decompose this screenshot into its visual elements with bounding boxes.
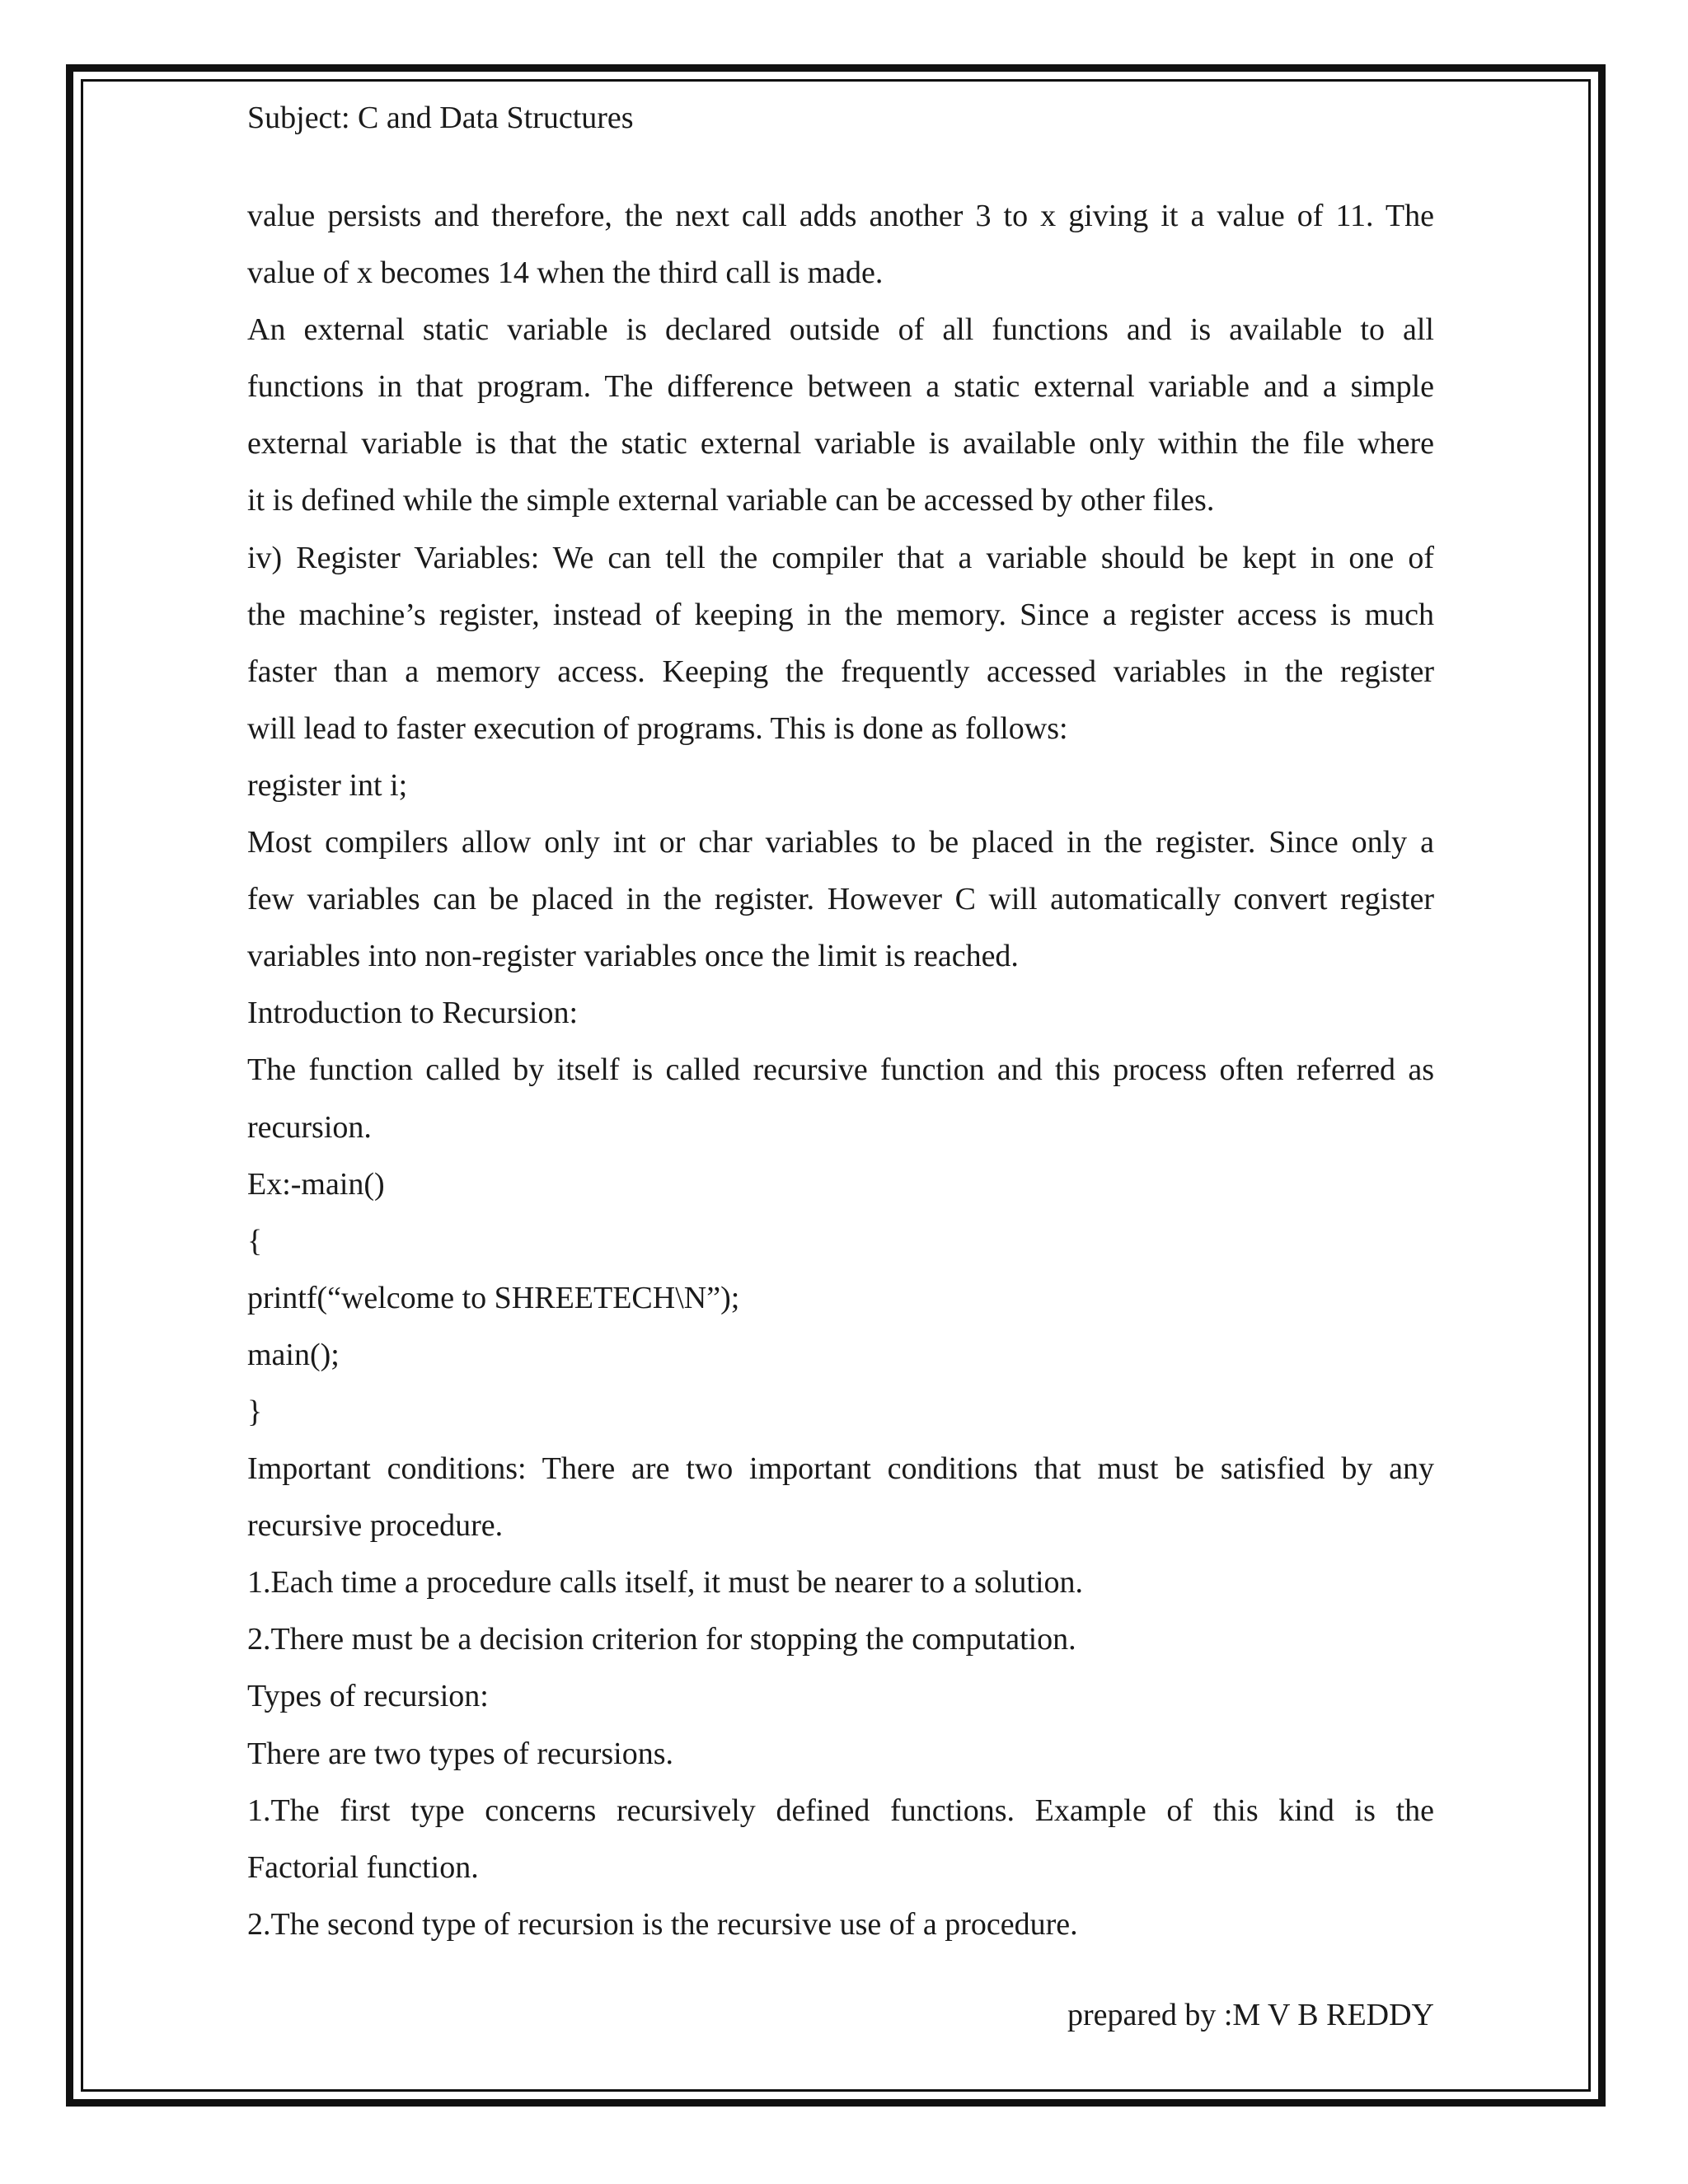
text-line: value persists and therefore, the next call adds another 3 to x giving it a value of 11. The xyxy=(247,199,1434,233)
text-line: the machine’s register, instead of keeping in the memory. Since a register access is much xyxy=(247,597,1434,632)
text-line: recursion. xyxy=(247,1109,372,1145)
text-line: printf(“welcome to SHREETECH\N”); xyxy=(247,1280,740,1315)
text-line: Factorial function. xyxy=(247,1849,479,1885)
text-line: Introduction to Recursion: xyxy=(247,996,579,1031)
text-line: main(); xyxy=(247,1337,340,1372)
text-line: will lead to faster execution of programs. This is done as follows: xyxy=(247,710,1068,746)
text-line: { xyxy=(247,1223,263,1258)
text-line: Important conditions: There are two important conditions that must be satisfied by any xyxy=(247,1451,1434,1487)
text-line: 2.The second type of recursion is the recursive use of a procedure. xyxy=(247,1906,1078,1942)
text-line: few variables can be placed in the register. However C will automatically convert register xyxy=(247,882,1434,917)
text-line: 2.There must be a decision criterion for stopping the computation. xyxy=(247,1622,1076,1657)
text-line: recursive procedure. xyxy=(247,1508,504,1544)
text-line: There are two types of recursions. xyxy=(247,1736,674,1771)
text-line: 1.Each time a procedure calls itself, it must be nearer to a solution. xyxy=(247,1565,1084,1601)
page-header-subject: Subject: C and Data Structures xyxy=(247,101,634,135)
text-line: register int i; xyxy=(247,767,408,803)
text-line: Ex:-main() xyxy=(247,1166,385,1202)
text-line: functions in that program. The difference between a static external variable and a simple xyxy=(247,369,1434,405)
text-line: value of x becomes 14 when the third call is made. xyxy=(247,255,884,291)
text-line: external variable is that the static external variable is available only within the file where xyxy=(247,426,1434,462)
text-line: Most compilers allow only int or char variables to be placed in the register. Since only a xyxy=(247,825,1434,860)
page-footer-author: prepared by :M V B REDDY xyxy=(1067,1998,1434,2032)
document-body xyxy=(247,188,1434,1953)
text-line: The function called by itself is called recursive function and this process often referred as xyxy=(247,1052,1434,1088)
text-line: variables into non-register variables once the limit is reached. xyxy=(247,939,1019,974)
text-line: } xyxy=(247,1394,263,1429)
text-line: faster than a memory access. Keeping the frequently accessed variables in the register xyxy=(247,654,1434,689)
text-line: Types of recursion: xyxy=(247,1679,489,1714)
text-line: An external static variable is declared outside of all functions and is available to all xyxy=(247,312,1434,348)
text-line: it is defined while the simple external variable can be accessed by other files. xyxy=(247,483,1215,518)
text-line: iv) Register Variables: We can tell the compiler that a variable should be kept in one of xyxy=(247,540,1434,575)
text-line: 1.The first type concerns recursively defined functions. Example of this kind is the xyxy=(247,1793,1434,1828)
